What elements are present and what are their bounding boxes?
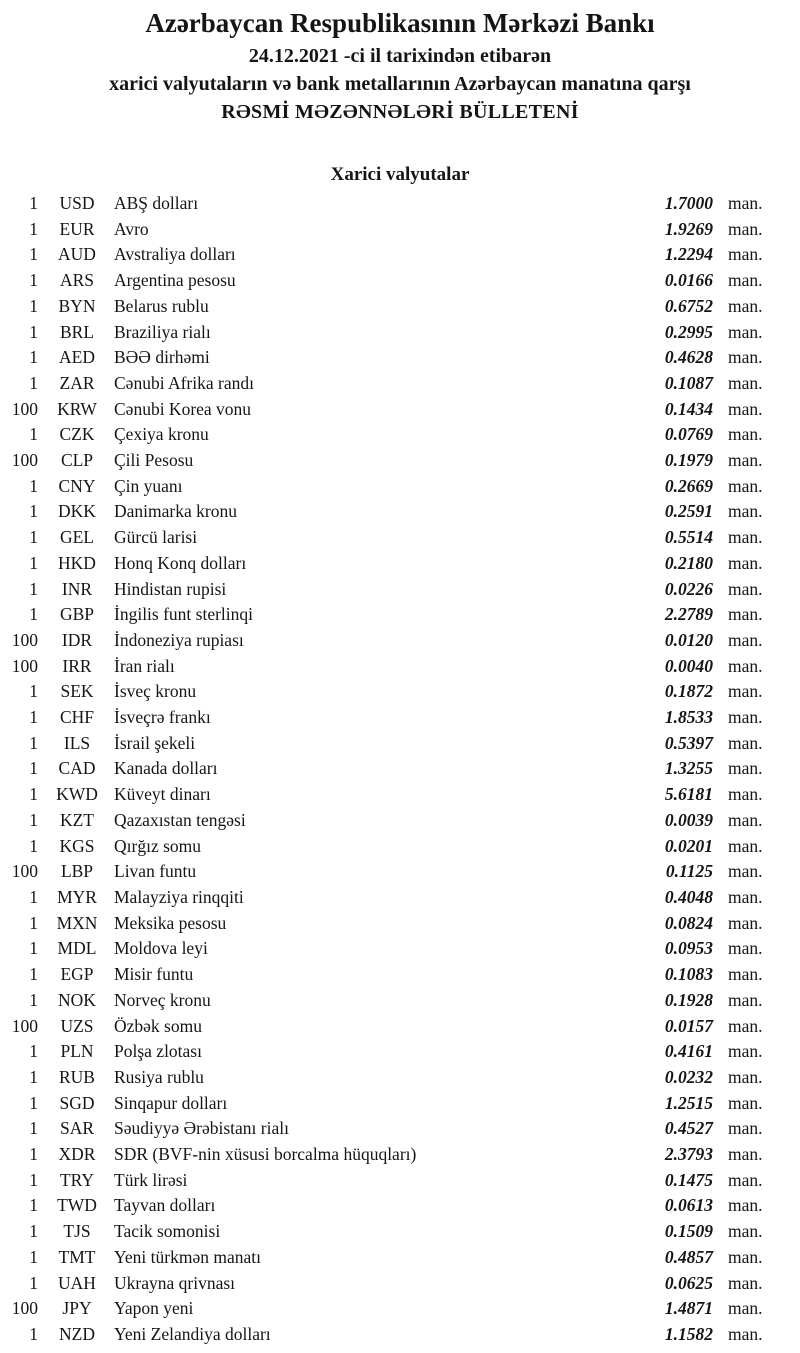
unit-label: man. xyxy=(728,912,763,933)
rate-value: 0.0120 xyxy=(664,629,713,650)
currency-code: NZD xyxy=(59,1323,95,1344)
currency-name: Moldova leyi xyxy=(114,938,208,959)
currency-code: CZK xyxy=(59,424,95,445)
unit-label: man. xyxy=(728,629,763,650)
currency-quantity: 1 xyxy=(29,1169,38,1190)
currency-name: Qazaxıstan tengəsi xyxy=(114,809,246,830)
rate-value: 0.2180 xyxy=(664,552,713,573)
currency-name: Səudiyyə Ərəbistanı rialı xyxy=(114,1118,289,1139)
rate-row xyxy=(0,1271,800,1297)
currency-quantity: 100 xyxy=(11,1015,38,1036)
rate-value: 0.2669 xyxy=(664,475,713,496)
currency-code: MDL xyxy=(57,938,97,959)
currency-name: Argentina pesosu xyxy=(114,270,236,291)
rate-row xyxy=(0,1091,800,1117)
currency-name: Kanada dolları xyxy=(114,758,218,779)
unit-label: man. xyxy=(728,1092,763,1113)
currency-name: BƏƏ dirhəmi xyxy=(114,347,210,368)
unit-label: man. xyxy=(728,1246,763,1267)
rate-value: 0.1087 xyxy=(664,372,713,393)
currency-name: Ukrayna qrivnası xyxy=(114,1272,236,1293)
rate-row xyxy=(0,782,800,808)
unit-label: man. xyxy=(728,295,763,316)
unit-label: man. xyxy=(728,347,763,368)
rate-value: 0.1509 xyxy=(664,1221,713,1242)
currency-quantity: 1 xyxy=(29,372,38,393)
rate-row xyxy=(0,268,800,294)
bank-name-title: Azərbaycan Respublikasının Mərkəzi Bankı xyxy=(145,8,655,38)
currency-name: Polşa zlotası xyxy=(114,1041,202,1062)
currency-code: RUB xyxy=(59,1066,95,1087)
rate-row xyxy=(0,628,800,654)
unit-label: man. xyxy=(728,835,763,856)
unit-label: man. xyxy=(728,424,763,445)
currency-name: Gürcü larisi xyxy=(114,527,198,548)
currency-name: Yapon yeni xyxy=(114,1298,194,1319)
currency-quantity: 1 xyxy=(29,347,38,368)
unit-label: man. xyxy=(728,244,763,265)
bulletin-header xyxy=(0,0,800,126)
unit-label: man. xyxy=(728,578,763,599)
rate-row xyxy=(0,1322,800,1348)
currency-quantity: 1 xyxy=(29,1041,38,1062)
rate-value: 0.0201 xyxy=(664,835,713,856)
unit-label: man. xyxy=(728,1298,763,1319)
rate-row xyxy=(0,705,800,731)
rate-row xyxy=(0,1142,800,1168)
currency-quantity: 100 xyxy=(11,398,38,419)
rate-value: 1.8533 xyxy=(664,707,713,728)
unit-label: man. xyxy=(728,732,763,753)
unit-label: man. xyxy=(728,861,763,882)
rate-value: 0.0157 xyxy=(664,1015,713,1036)
unit-label: man. xyxy=(728,1144,763,1165)
rate-row xyxy=(0,679,800,705)
unit-label: man. xyxy=(728,655,763,676)
currency-quantity: 1 xyxy=(29,1066,38,1087)
unit-label: man. xyxy=(728,1015,763,1036)
currency-code: TMT xyxy=(58,1246,96,1267)
currency-quantity: 1 xyxy=(29,732,38,753)
unit-label: man. xyxy=(728,1118,763,1139)
currency-quantity: 1 xyxy=(29,552,38,573)
unit-label: man. xyxy=(728,964,763,985)
unit-label: man. xyxy=(728,321,763,342)
rate-value: 0.0166 xyxy=(664,270,713,291)
currency-name: Hindistan rupisi xyxy=(114,578,227,599)
rate-row xyxy=(0,1065,800,1091)
currency-quantity: 100 xyxy=(11,450,38,471)
currency-code: EGP xyxy=(60,964,94,985)
rate-row xyxy=(0,654,800,680)
rate-value: 5.6181 xyxy=(664,784,713,805)
currency-quantity: 1 xyxy=(29,295,38,316)
rate-row xyxy=(0,808,800,834)
rate-row xyxy=(0,1116,800,1142)
rate-row xyxy=(0,242,800,268)
currency-code: ARS xyxy=(59,270,95,291)
currency-code: CAD xyxy=(58,758,96,779)
rate-row xyxy=(0,859,800,885)
currency-code: LBP xyxy=(60,861,94,882)
rate-row xyxy=(0,551,800,577)
currency-code: UZS xyxy=(60,1015,94,1036)
currency-code: ZAR xyxy=(59,372,95,393)
currency-quantity: 1 xyxy=(29,1272,38,1293)
currency-code: SEK xyxy=(60,681,94,702)
rate-value: 0.4527 xyxy=(664,1118,713,1139)
rate-value: 0.5514 xyxy=(664,527,713,548)
currency-code: SAR xyxy=(59,1118,95,1139)
rate-value: 0.2995 xyxy=(664,321,713,342)
rate-row xyxy=(0,422,800,448)
rate-row xyxy=(0,885,800,911)
unit-label: man. xyxy=(728,193,763,213)
rate-value: 0.1928 xyxy=(664,989,713,1010)
unit-label: man. xyxy=(728,1221,763,1242)
currency-quantity: 1 xyxy=(29,1221,38,1242)
currency-name: İran rialı xyxy=(114,655,175,676)
currency-name: İngilis funt sterlinqi xyxy=(114,604,254,625)
currency-code: KWD xyxy=(56,784,98,805)
rate-value: 0.0625 xyxy=(664,1272,713,1293)
currency-code: TWD xyxy=(57,1195,97,1216)
currency-code: ILS xyxy=(63,732,91,753)
currency-code: CNY xyxy=(58,475,96,496)
currency-name: Honq Konq dolları xyxy=(114,552,247,573)
currency-quantity: 1 xyxy=(29,809,38,830)
currency-quantity: 1 xyxy=(29,475,38,496)
rate-value: 0.6752 xyxy=(664,295,713,316)
currency-quantity: 100 xyxy=(11,1298,38,1319)
rate-value: 0.4048 xyxy=(664,886,713,907)
currency-quantity: 1 xyxy=(29,244,38,265)
currency-code: NOK xyxy=(58,989,96,1010)
currency-quantity: 1 xyxy=(29,604,38,625)
currency-quantity: 1 xyxy=(29,912,38,933)
rate-value: 0.1475 xyxy=(664,1169,713,1190)
unit-label: man. xyxy=(728,1066,763,1087)
unit-label: man. xyxy=(728,681,763,702)
effective-date-line: 24.12.2021 -ci il tarixindən etibarən xyxy=(248,45,552,67)
currency-quantity: 1 xyxy=(29,1144,38,1165)
currency-quantity: 1 xyxy=(29,578,38,599)
unit-label: man. xyxy=(728,270,763,291)
currency-quantity: 1 xyxy=(29,938,38,959)
rate-value: 0.1434 xyxy=(664,398,713,419)
currency-quantity: 1 xyxy=(29,707,38,728)
currency-code: TJS xyxy=(63,1221,91,1242)
currency-quantity: 1 xyxy=(29,758,38,779)
currency-quantity: 1 xyxy=(29,424,38,445)
rate-row xyxy=(0,1168,800,1194)
rate-value: 1.9269 xyxy=(664,218,713,239)
rate-value: 0.4857 xyxy=(664,1246,713,1267)
rate-value: 0.2591 xyxy=(664,501,713,522)
rate-value: 1.7000 xyxy=(664,193,713,213)
currency-name: İsrail şekeli xyxy=(114,732,196,753)
unit-label: man. xyxy=(728,1195,763,1216)
rate-value: 1.2294 xyxy=(664,244,713,265)
currency-name: İsveçrə frankı xyxy=(114,707,211,728)
unit-label: man. xyxy=(728,450,763,471)
unit-label: man. xyxy=(728,1041,763,1062)
currency-quantity: 1 xyxy=(29,193,38,213)
rate-row xyxy=(0,962,800,988)
section-title-foreign-currencies: Xarici valyutalar xyxy=(330,164,470,185)
rate-value: 1.4871 xyxy=(664,1298,713,1319)
currency-name: İndoneziya rupiası xyxy=(114,629,244,650)
currency-quantity: 1 xyxy=(29,784,38,805)
rate-value: 0.1125 xyxy=(665,861,713,882)
currency-quantity: 1 xyxy=(29,1246,38,1267)
currency-name: Misir funtu xyxy=(114,964,194,985)
rate-row xyxy=(0,474,800,500)
currency-name: İsveç kronu xyxy=(114,681,197,702)
rate-row xyxy=(0,731,800,757)
currency-name: Cənubi Korea vonu xyxy=(114,398,252,419)
currency-name: Cənubi Afrika randı xyxy=(114,372,254,393)
rate-value: 0.0824 xyxy=(664,912,713,933)
unit-label: man. xyxy=(728,604,763,625)
unit-label: man. xyxy=(728,1169,763,1190)
currency-code: EUR xyxy=(59,218,95,239)
rate-row xyxy=(0,320,800,346)
rate-value: 0.4628 xyxy=(664,347,713,368)
currency-quantity: 1 xyxy=(29,886,38,907)
currency-name: Avstraliya dolları xyxy=(114,244,236,265)
currency-code: GBP xyxy=(59,604,95,625)
rate-value: 0.0232 xyxy=(664,1066,713,1087)
currency-name: ABŞ dolları xyxy=(114,193,199,213)
rate-value: 0.0226 xyxy=(664,578,713,599)
rate-row xyxy=(0,294,800,320)
currency-name: Tacik somonisi xyxy=(114,1221,221,1242)
currency-name: Sinqapur dolları xyxy=(114,1092,228,1113)
currency-name: Çexiya kronu xyxy=(114,424,209,445)
currency-code: BYN xyxy=(58,295,96,316)
currency-name: Avro xyxy=(114,218,149,239)
currency-code: CLP xyxy=(60,450,94,471)
rate-row xyxy=(0,217,800,243)
currency-name: Türk lirəsi xyxy=(114,1169,188,1190)
unit-label: man. xyxy=(728,886,763,907)
unit-label: man. xyxy=(728,784,763,805)
currency-quantity: 1 xyxy=(29,1323,38,1344)
currency-quantity: 100 xyxy=(11,655,38,676)
currency-code: AED xyxy=(59,347,95,368)
currency-name: Qırğız somu xyxy=(114,835,202,856)
currency-name: Meksika pesosu xyxy=(114,912,227,933)
exchange-rates-table xyxy=(0,191,800,1348)
currency-quantity: 1 xyxy=(29,270,38,291)
rate-value: 0.0039 xyxy=(664,809,713,830)
currency-name: Yeni Zelandiya dolları xyxy=(114,1323,271,1344)
rate-value: 1.3255 xyxy=(664,758,713,779)
currency-quantity: 1 xyxy=(29,964,38,985)
rate-value: 0.1872 xyxy=(664,681,713,702)
rate-row xyxy=(0,911,800,937)
rate-value: 2.3793 xyxy=(664,1144,713,1165)
rate-row xyxy=(0,1193,800,1219)
rate-row xyxy=(0,1219,800,1245)
bulletin-subtitle: xarici valyutaların və bank metallarının Azərbaycan manatına qarşı xyxy=(109,73,691,95)
unit-label: man. xyxy=(728,809,763,830)
currency-code: XDR xyxy=(58,1144,96,1165)
currency-name: Norveç kronu xyxy=(114,989,211,1010)
rate-row xyxy=(0,525,800,551)
unit-label: man. xyxy=(728,707,763,728)
currency-quantity: 100 xyxy=(11,861,38,882)
currency-quantity: 1 xyxy=(29,1118,38,1139)
currency-quantity: 1 xyxy=(29,681,38,702)
currency-code: SGD xyxy=(59,1092,95,1113)
unit-label: man. xyxy=(728,398,763,419)
unit-label: man. xyxy=(728,989,763,1010)
currency-name: Rusiya rublu xyxy=(114,1066,204,1087)
currency-code: IRR xyxy=(62,655,92,676)
rate-value: 0.5397 xyxy=(664,732,713,753)
currency-code: PLN xyxy=(60,1041,94,1062)
unit-label: man. xyxy=(728,218,763,239)
rate-value: 1.1582 xyxy=(664,1323,713,1344)
unit-label: man. xyxy=(728,758,763,779)
currency-quantity: 1 xyxy=(29,989,38,1010)
rate-row xyxy=(0,1039,800,1065)
currency-name: Belarus rublu xyxy=(114,295,209,316)
rate-row xyxy=(0,834,800,860)
rate-value: 0.0769 xyxy=(664,424,713,445)
currency-quantity: 1 xyxy=(29,501,38,522)
currency-code: DKK xyxy=(58,501,96,522)
rate-value: 0.4161 xyxy=(664,1041,713,1062)
unit-label: man. xyxy=(728,372,763,393)
currency-name: Livan funtu xyxy=(114,861,197,882)
currency-code: MYR xyxy=(57,886,97,907)
rate-value: 2.2789 xyxy=(664,604,713,625)
currency-name: SDR (BVF-nin xüsusi borcalma hüquqları) xyxy=(114,1144,417,1165)
currency-quantity: 1 xyxy=(29,1195,38,1216)
currency-code: BRL xyxy=(59,321,95,342)
currency-code: TRY xyxy=(59,1169,95,1190)
rate-value: 0.0613 xyxy=(664,1195,713,1216)
bulletin-title: RƏSMİ MƏZƏNNƏLƏRİ BÜLLETENİ xyxy=(221,101,579,123)
unit-label: man. xyxy=(728,552,763,573)
currency-code: KGS xyxy=(59,835,95,856)
unit-label: man. xyxy=(728,938,763,959)
rate-row xyxy=(0,371,800,397)
currency-name: Danimarka kronu xyxy=(114,501,237,522)
rate-value: 0.0953 xyxy=(664,938,713,959)
rate-row xyxy=(0,1245,800,1271)
rate-row xyxy=(0,602,800,628)
rate-row xyxy=(0,1014,800,1040)
unit-label: man. xyxy=(728,527,763,548)
rate-value: 0.1083 xyxy=(664,964,713,985)
rate-row xyxy=(0,1296,800,1322)
currency-name: Özbək somu xyxy=(114,1015,202,1036)
currency-code: MXN xyxy=(56,912,98,933)
unit-label: man. xyxy=(728,1323,763,1344)
currency-code: INR xyxy=(61,578,93,599)
currency-quantity: 1 xyxy=(29,321,38,342)
currency-code: HKD xyxy=(58,552,96,573)
currency-code: CHF xyxy=(59,707,95,728)
rate-row xyxy=(0,448,800,474)
rate-value: 1.2515 xyxy=(664,1092,713,1113)
currency-quantity: 1 xyxy=(29,218,38,239)
rate-row xyxy=(0,936,800,962)
currency-code: USD xyxy=(59,193,95,213)
currency-quantity: 1 xyxy=(29,1092,38,1113)
currency-code: JPY xyxy=(62,1298,92,1319)
rate-row xyxy=(0,756,800,782)
currency-quantity: 1 xyxy=(29,835,38,856)
currency-name: Çili Pesosu xyxy=(114,450,194,471)
currency-quantity: 1 xyxy=(29,527,38,548)
currency-code: KZT xyxy=(59,809,95,830)
rate-row xyxy=(0,397,800,423)
currency-name: Braziliya rialı xyxy=(114,321,211,342)
currency-code: KRW xyxy=(57,398,97,419)
currency-name: Yeni türkmən manatı xyxy=(114,1246,261,1267)
currency-name: Küveyt dinarı xyxy=(114,784,211,805)
currency-code: UAH xyxy=(58,1272,96,1293)
currency-code: AUD xyxy=(58,244,96,265)
unit-label: man. xyxy=(728,1272,763,1293)
currency-code: GEL xyxy=(59,527,95,548)
rate-row xyxy=(0,577,800,603)
currency-name: Tayvan dolları xyxy=(114,1195,216,1216)
unit-label: man. xyxy=(728,475,763,496)
unit-label: man. xyxy=(728,501,763,522)
currency-name: Malayziya rinqqiti xyxy=(114,886,244,907)
rate-value: 0.0040 xyxy=(664,655,713,676)
rate-row xyxy=(0,499,800,525)
currency-code: IDR xyxy=(61,629,93,650)
rate-row xyxy=(0,345,800,371)
rate-row xyxy=(0,191,800,217)
currency-quantity: 100 xyxy=(11,629,38,650)
rate-value: 0.1979 xyxy=(664,450,713,471)
currency-name: Çin yuanı xyxy=(114,475,183,496)
rate-row xyxy=(0,988,800,1014)
